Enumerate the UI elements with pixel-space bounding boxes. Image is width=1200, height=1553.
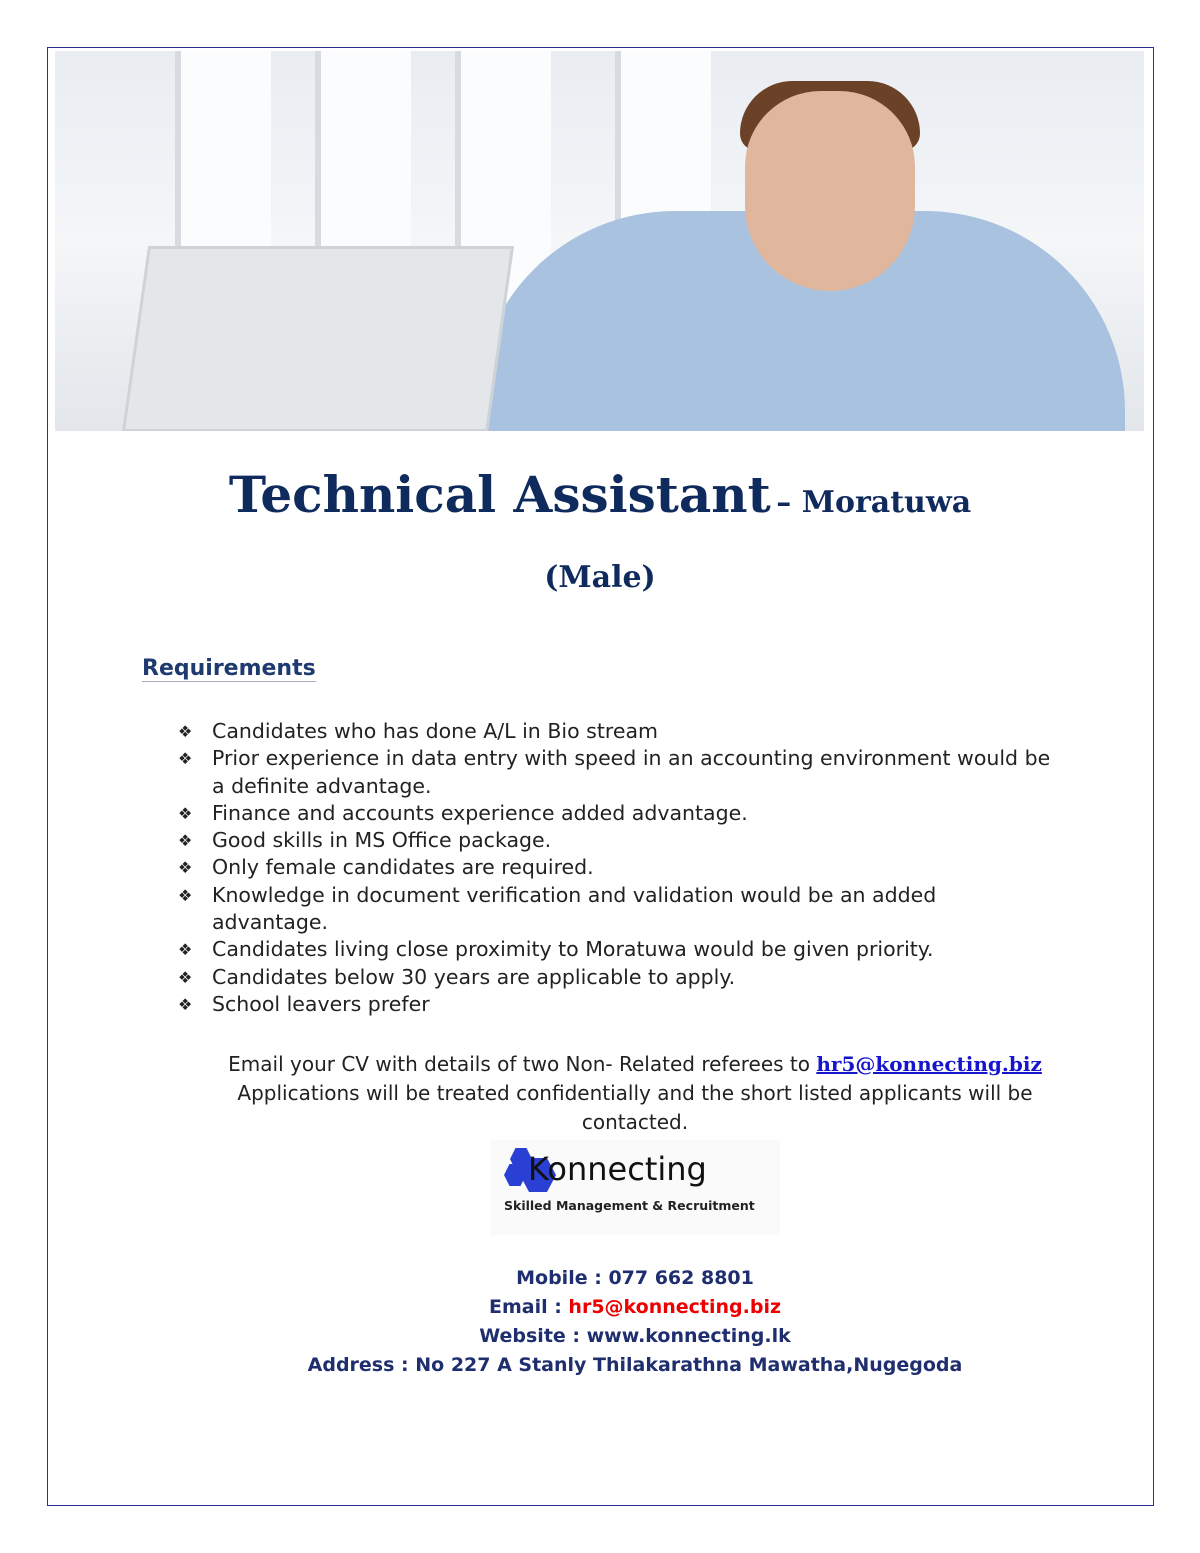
requirement-item [178,854,1058,881]
bullet-icon: ❖ [178,940,193,960]
email-label: Email : [488,1296,569,1318]
email-value[interactable]: hr5@konnecting.biz [568,1296,782,1318]
requirement-text: Knowledge in document verification and validation would be an added advantage. [212,882,937,935]
contact-block [0,1264,1200,1380]
bullet-icon: ❖ [178,994,193,1014]
requirement-text: Candidates who has done A/L in Bio stream [212,719,658,743]
logo-name: Konnecting [528,1150,707,1188]
requirements-list [178,718,1058,1018]
confidential-note: Applications will be treated confidentially and the short listed applicants will be contacted. [237,1081,1033,1134]
mobile-label: Mobile : [516,1267,609,1289]
requirement-text: Finance and accounts experience added advantage. [212,800,748,825]
apply-text: Email your CV with details of two Non- Related referees to [228,1052,817,1076]
job-location: – Moratuwa [776,485,972,520]
requirement-item [178,745,1058,800]
requirement-text: Candidates below 30 years are applicable to apply. [212,964,736,989]
requirement-item [178,964,1058,991]
konnecting-logo [490,1140,780,1235]
mobile-number: 077 662 8801 [608,1267,754,1289]
requirement-item [178,991,1058,1018]
requirement-item [178,882,1058,937]
website-label: Website : [479,1325,587,1347]
job-gender: (Male) [544,560,656,595]
website-value[interactable]: www.konnecting.lk [586,1325,791,1347]
contact-mobile [0,1264,1200,1293]
requirement-text: Candidates living close proximity to Moratuwa would be given priority. [212,937,934,962]
requirement-text: Only female candidates are required. [212,855,594,880]
job-title [0,465,1200,524]
requirement-text: Prior experience in data entry with speed in an accounting environment would be a definite advantage. [212,746,1051,798]
bullet-icon: ❖ [178,885,193,905]
requirement-item [178,936,1058,963]
requirement-text: Good skills in MS Office package. [212,828,552,853]
contact-email [0,1293,1200,1322]
requirement-text: School leavers prefer [212,991,430,1016]
apply-instructions [200,1050,1070,1137]
job-title-main: Technical Assistant [228,465,771,524]
bullet-icon: ❖ [178,749,193,769]
header-photo-man-at-laptop [55,51,1144,431]
requirement-item [178,800,1058,827]
contact-website [0,1322,1200,1351]
apply-email-link[interactable]: hr5@konnecting.biz [816,1052,1042,1076]
bullet-icon: ❖ [178,858,193,878]
address-value: No 227 A Stanly Thilakarathna Mawatha,Nugegoda [415,1354,963,1376]
requirement-item [178,827,1058,854]
bullet-icon: ❖ [178,831,193,851]
logo-tagline: Skilled Management & Recruitment [504,1198,755,1213]
contact-address [0,1351,1200,1380]
address-label: Address : [307,1354,416,1376]
bullet-icon: ❖ [178,722,193,741]
requirements-heading: Requirements [142,656,316,681]
requirement-item [178,718,1058,745]
bullet-icon: ❖ [178,803,193,823]
bullet-icon: ❖ [178,967,193,987]
